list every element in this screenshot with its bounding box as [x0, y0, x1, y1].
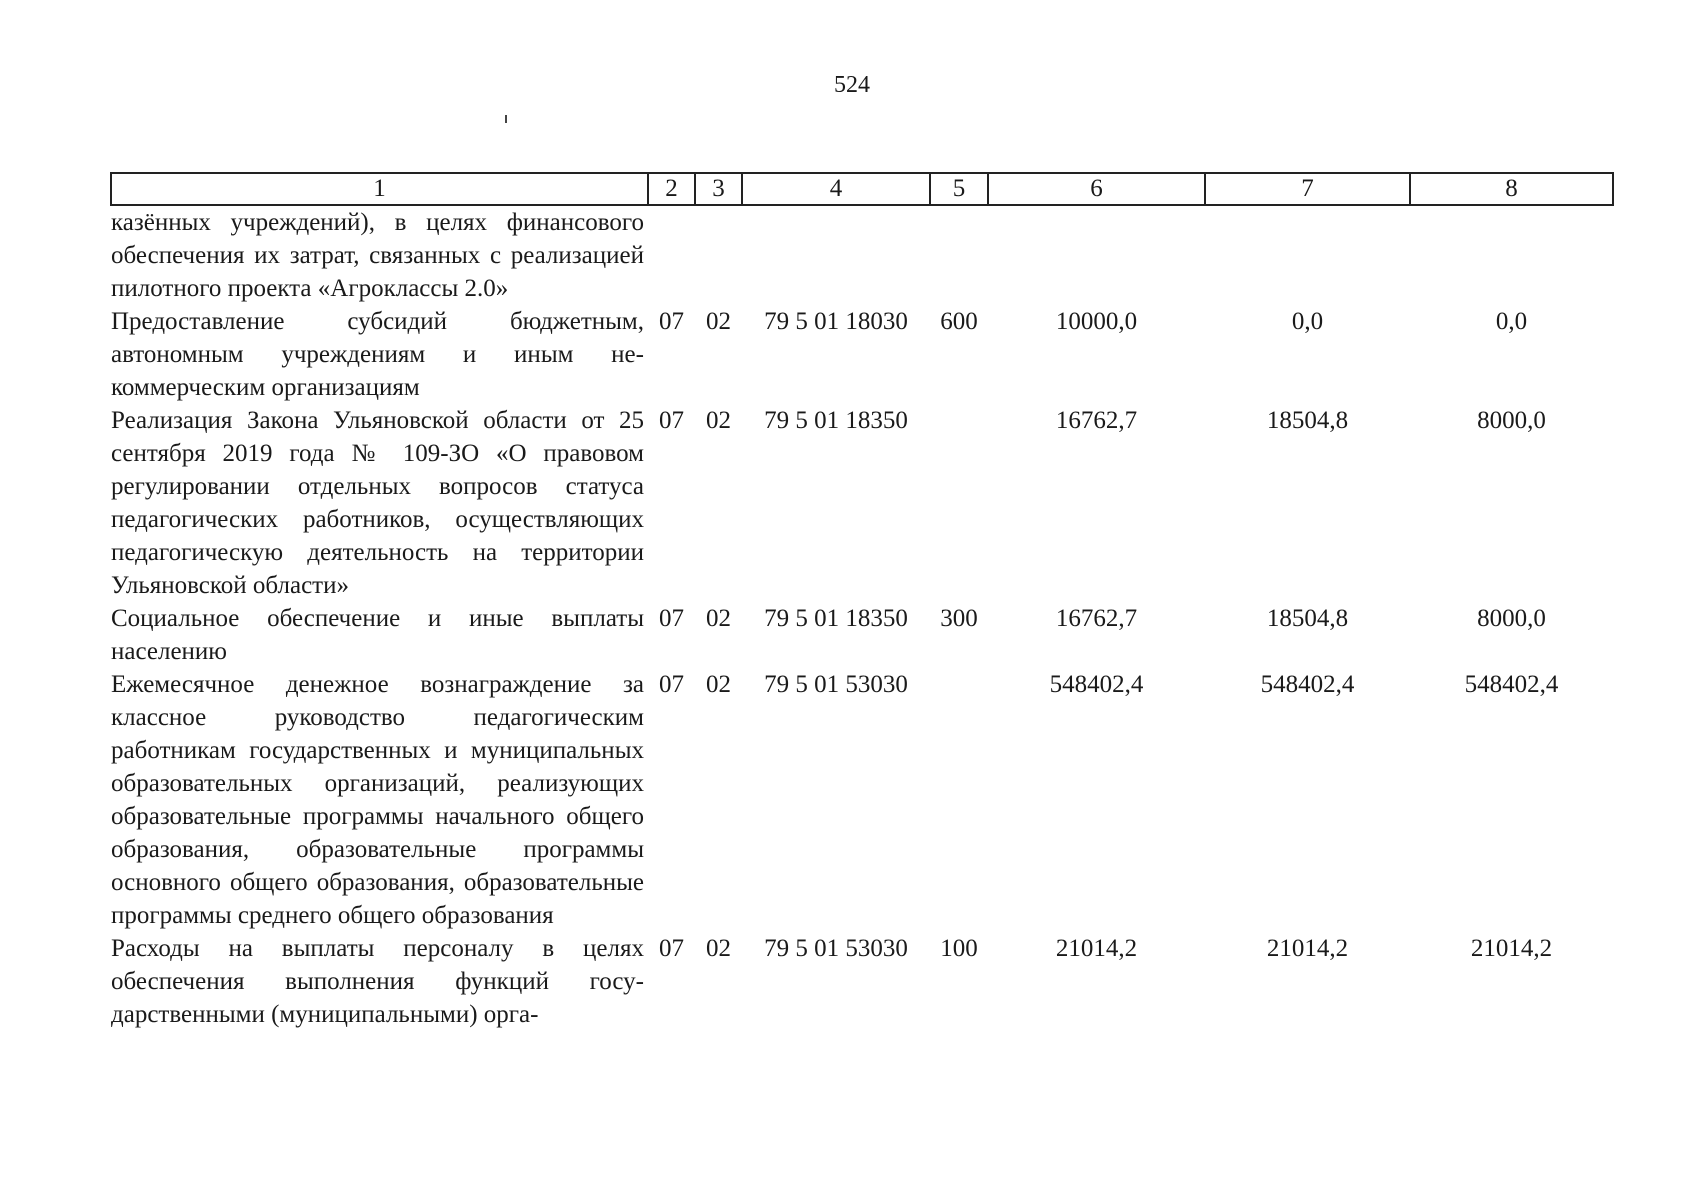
- row-expense-type: 600: [940, 308, 978, 335]
- row-amount-col6: 21014,2: [1055, 935, 1138, 962]
- row-amount-col8: 21014,2: [1470, 935, 1553, 962]
- row-target-code: 79 5 01 18030: [764, 308, 908, 335]
- row-target-code: 79 5 01 18350: [764, 407, 908, 434]
- row-amount-col6: 16762,7: [1055, 407, 1138, 434]
- row-amount-col6: [988, 205, 1205, 305]
- row-subsection: 02: [706, 671, 731, 698]
- row-amount-col8: 8000,0: [1477, 605, 1546, 632]
- row-amount-col7: 548402,4: [1260, 671, 1355, 698]
- header-col-5: 5: [930, 173, 988, 205]
- header-col-2: 2: [648, 173, 695, 205]
- table-header: [111, 173, 1613, 205]
- budget-table: [110, 172, 1614, 1031]
- table-row: [111, 404, 1613, 602]
- row-amount-col7: 18504,8: [1266, 605, 1349, 632]
- row-subsection: 02: [706, 935, 731, 962]
- row-target-code: 79 5 01 18350: [764, 605, 908, 632]
- table-row: [111, 932, 1613, 1031]
- row-section: 07: [659, 605, 684, 632]
- scan-artifact-mark: [505, 115, 507, 123]
- header-col-1: 1: [111, 173, 648, 205]
- row-amount-col6: 548402,4: [1049, 671, 1144, 698]
- header-row: [111, 173, 1613, 205]
- row-name: Реализация Закона Ульяновской области от 25 сентября 2019 года № 109-ЗО «О правовом регулировании отдельных вопросов статуса педагогических работников, осуществляющих педагогическую деятельность на территории Ульяновской области»: [111, 407, 644, 599]
- row-section: 07: [659, 671, 684, 698]
- row-amount-col8: 8000,0: [1477, 407, 1546, 434]
- row-expense-type: [930, 404, 988, 602]
- row-expense-type: 100: [940, 935, 978, 962]
- row-subsection: 02: [706, 605, 731, 632]
- row-name: Ежемесячное денежное вознаграждение за классное руководство педагогическим работникам государственных и муниципальных образовательных организаций, реализующих образовательные программы начального общего образования, образовательные программы основного общего образования, образовательные программы среднего общего образования: [111, 671, 644, 929]
- page-number: 524: [834, 72, 870, 98]
- header-col-7: 7: [1205, 173, 1410, 205]
- row-expense-type: [930, 205, 988, 305]
- table-row: [111, 602, 1613, 668]
- table-row: [111, 668, 1613, 932]
- row-amount-col8: [1410, 205, 1613, 305]
- header-col-6: 6: [988, 173, 1205, 205]
- row-amount-col6: 10000,0: [1055, 308, 1138, 335]
- table-row: [111, 205, 1613, 305]
- row-amount-col8: 548402,4: [1464, 671, 1559, 698]
- row-name: Социальное обеспечение и иные выплаты населению: [111, 605, 644, 665]
- table-row: [111, 305, 1613, 404]
- row-target-code: [742, 205, 930, 305]
- header-col-4: 4: [742, 173, 930, 205]
- row-amount-col7: 0,0: [1291, 308, 1324, 335]
- header-col-3: 3: [695, 173, 742, 205]
- row-subsection: [695, 205, 742, 305]
- row-section: 07: [659, 935, 684, 962]
- row-expense-type: [930, 668, 988, 932]
- row-subsection: 02: [706, 308, 731, 335]
- table-body: [111, 205, 1613, 1031]
- row-subsection: 02: [706, 407, 731, 434]
- row-amount-col7: 21014,2: [1266, 935, 1349, 962]
- row-name: Предоставление субсидий бюджетным, автономным учреждениям и иным некоммерческим организациям: [111, 308, 644, 401]
- row-amount-col6: 16762,7: [1055, 605, 1138, 632]
- row-section: 07: [659, 407, 684, 434]
- row-name: Расходы на выплаты персоналу в целях обеспечения выполнения функций государственными (муниципальными) орга-: [111, 935, 644, 1028]
- row-amount-col8: 0,0: [1495, 308, 1528, 335]
- row-target-code: 79 5 01 53030: [764, 671, 908, 698]
- row-amount-col7: 18504,8: [1266, 407, 1349, 434]
- row-name: казённых учреждений), в целях финансового обеспечения их затрат, связанных с реализацией пилотного проекта «Агроклассы 2.0»: [111, 209, 644, 302]
- header-col-8: 8: [1410, 173, 1613, 205]
- row-section: [648, 205, 695, 305]
- row-amount-col7: [1205, 205, 1410, 305]
- row-expense-type: 300: [940, 605, 978, 632]
- row-section: 07: [659, 308, 684, 335]
- row-target-code: 79 5 01 53030: [764, 935, 908, 962]
